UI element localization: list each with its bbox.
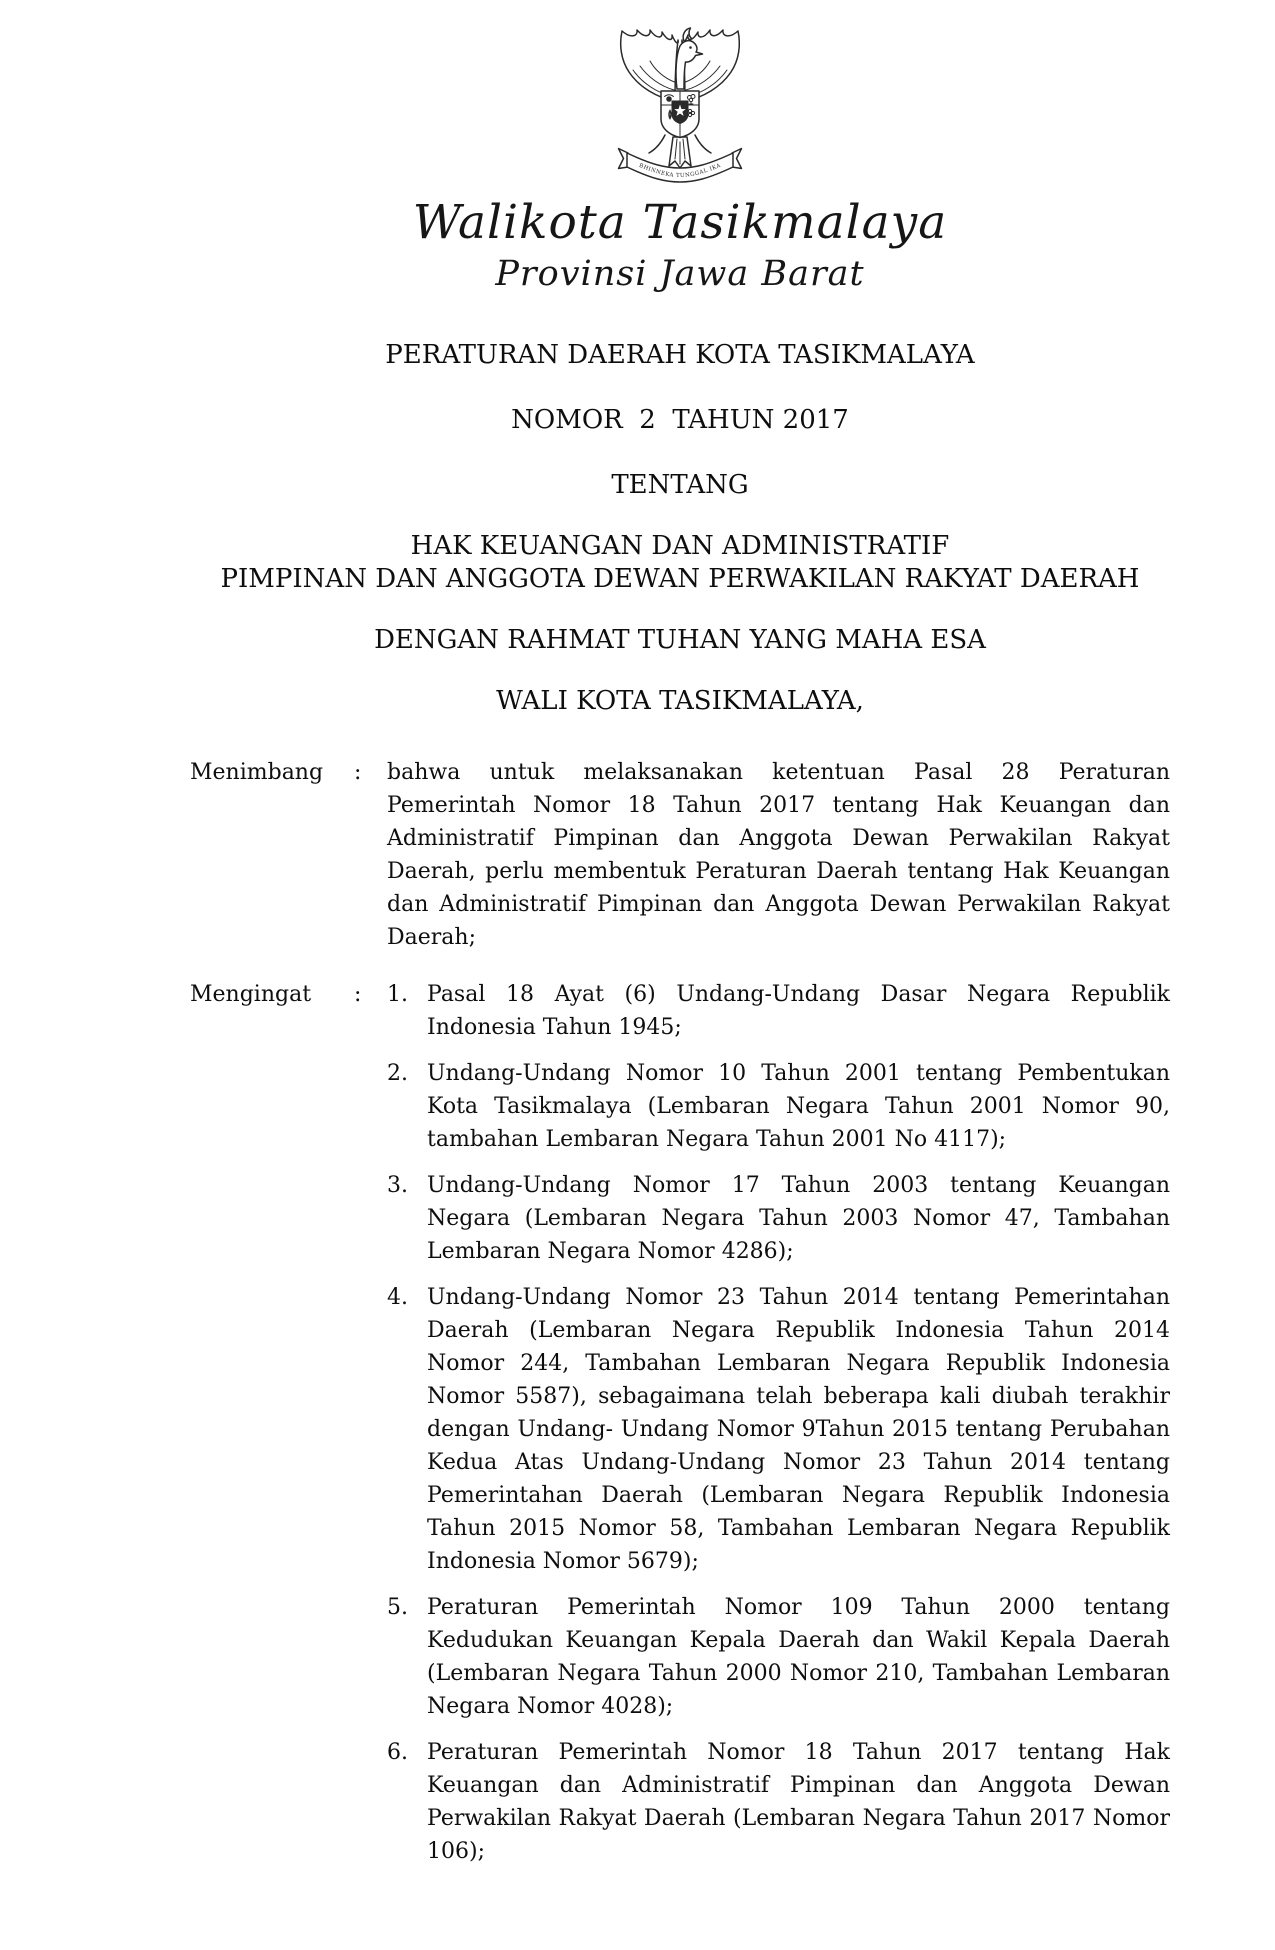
legal-basis-item-number: 1.: [387, 982, 408, 1008]
regulation-title: PERATURAN DAERAH KOTA TASIKMALAYA: [385, 340, 975, 371]
menimbang-label: Menimbang: [190, 760, 324, 786]
menimbang-text: bahwa untuk melaksanakan ketentuan Pasal 28 Peraturan Pemerintah Nomor 18 Tahun 2017 tentang Hak Keuangan dan Administratif Pimpinan dan Anggota Dewan Perwakilan Rakyat Daerah, perlu membentuk Peraturan Daerah tentang Hak Keuangan dan Administratif Pimpinan dan Anggota Dewan Perwakilan Rakyat Daerah;: [387, 760, 1170, 951]
rice-cotton-symbol: [669, 110, 672, 119]
eagle-eye: [689, 46, 692, 49]
mengingat-colon: :: [354, 982, 362, 1008]
subject-line-2: PIMPINAN DAN ANGGOTA DEWAN PERWAKILAN RAKYAT DAERAH: [220, 564, 1140, 595]
mengingat-label: Mengingat: [190, 982, 312, 1008]
document-header: [190, 22, 1170, 293]
garuda-pancasila-emblem: [605, 22, 755, 187]
official-line: WALI KOTA TASIKMALAYA,: [496, 686, 864, 717]
legal-basis-item: [387, 1736, 1170, 1868]
menimbang-colon: :: [354, 760, 362, 786]
about-label: TENTANG: [611, 470, 749, 501]
legal-basis-item-text: Undang-Undang Nomor 23 Tahun 2014 tentang Pemerintahan Daerah (Lembaran Negara Republik Indonesia Tahun 2014 Nomor 244, Tambahan Lembaran Negara Republik Indonesia Nomor 5587), sebagaimana telah beberapa kali diubah terakhir dengan Undang- Undang Nomor 9Tahun 2015 tentang Perubahan Kedua Atas Undang-Undang Nomor 23 Tahun 2014 tentang Pemerintahan Daerah (Lembaran Negara Republik Indonesia Tahun 2015 Nomor 58, Tambahan Lembaran Negara Republik Indonesia Nomor 5679);: [427, 1285, 1170, 1575]
menimbang-section: [190, 756, 1170, 954]
right-leg: [695, 135, 711, 153]
legal-basis-item-number: 3.: [387, 1173, 408, 1199]
legal-basis-item: [387, 1281, 1170, 1578]
bull-head-symbol: [666, 96, 672, 102]
subject-line-1: HAK KEUANGAN DAN ADMINISTRATIF: [410, 531, 950, 562]
legal-basis-item: [387, 1057, 1170, 1156]
legal-basis-item: [387, 1169, 1170, 1268]
legal-basis-item-text: Pasal 18 Ayat (6) Undang-Undang Dasar Negara Republik Indonesia Tahun 1945;: [427, 982, 1170, 1041]
legal-basis-item-text: Peraturan Pemerintah Nomor 109 Tahun 2000 tentang Kedudukan Keuangan Kepala Daerah dan Wakil Kepala Daerah (Lembaran Negara Tahun 2000 Nomor 210, Tambahan Lembaran Negara Nomor 4028);: [427, 1595, 1170, 1720]
regulation-number: NOMOR 2 TAHUN 2017: [511, 405, 849, 436]
legal-basis-item-text: Undang-Undang Nomor 10 Tahun 2001 tentang Pembentukan Kota Tasikmalaya (Lembaran Negara Tahun 2001 Nomor 90, tambahan Lembaran Negara Tahun 2001 No 4117);: [427, 1061, 1170, 1153]
legal-basis-item-number: 4.: [387, 1285, 408, 1311]
legal-basis-item-text: Peraturan Pemerintah Nomor 18 Tahun 2017 tentang Hak Keuangan dan Administratif Pimpinan dan Anggota Dewan Perwakilan Rakyat Daerah (Lembaran Negara Tahun 2017 Nomor 106);: [427, 1740, 1170, 1865]
legal-basis-item-number: 5.: [387, 1595, 408, 1621]
mengingat-section: [190, 978, 1170, 1868]
banner-motto: BHINNEKA TUNGGAL IKA: [638, 162, 722, 180]
legal-basis-item-number: 2.: [387, 1061, 408, 1087]
legal-basis-item-number: 6.: [387, 1740, 408, 1766]
mengingat-list: [387, 978, 1170, 1868]
authority-script-title: Walikota Tasikmalaya: [412, 195, 948, 250]
legal-basis-item-text: Undang-Undang Nomor 17 Tahun 2003 tentang Keuangan Negara (Lembaran Negara Tahun 2003 Nomor 47, Tambahan Lembaran Negara Nomor 4286);: [427, 1173, 1170, 1265]
invocation-line: DENGAN RAHMAT TUHAN YANG MAHA ESA: [374, 625, 986, 656]
title-block: [190, 339, 1170, 718]
regulation-subject: [190, 530, 1170, 596]
province-script-title: Provinsi Jawa Barat: [495, 253, 865, 294]
legal-basis-item: [387, 978, 1170, 1044]
left-leg: [649, 135, 665, 153]
legal-basis-item: [387, 1591, 1170, 1723]
